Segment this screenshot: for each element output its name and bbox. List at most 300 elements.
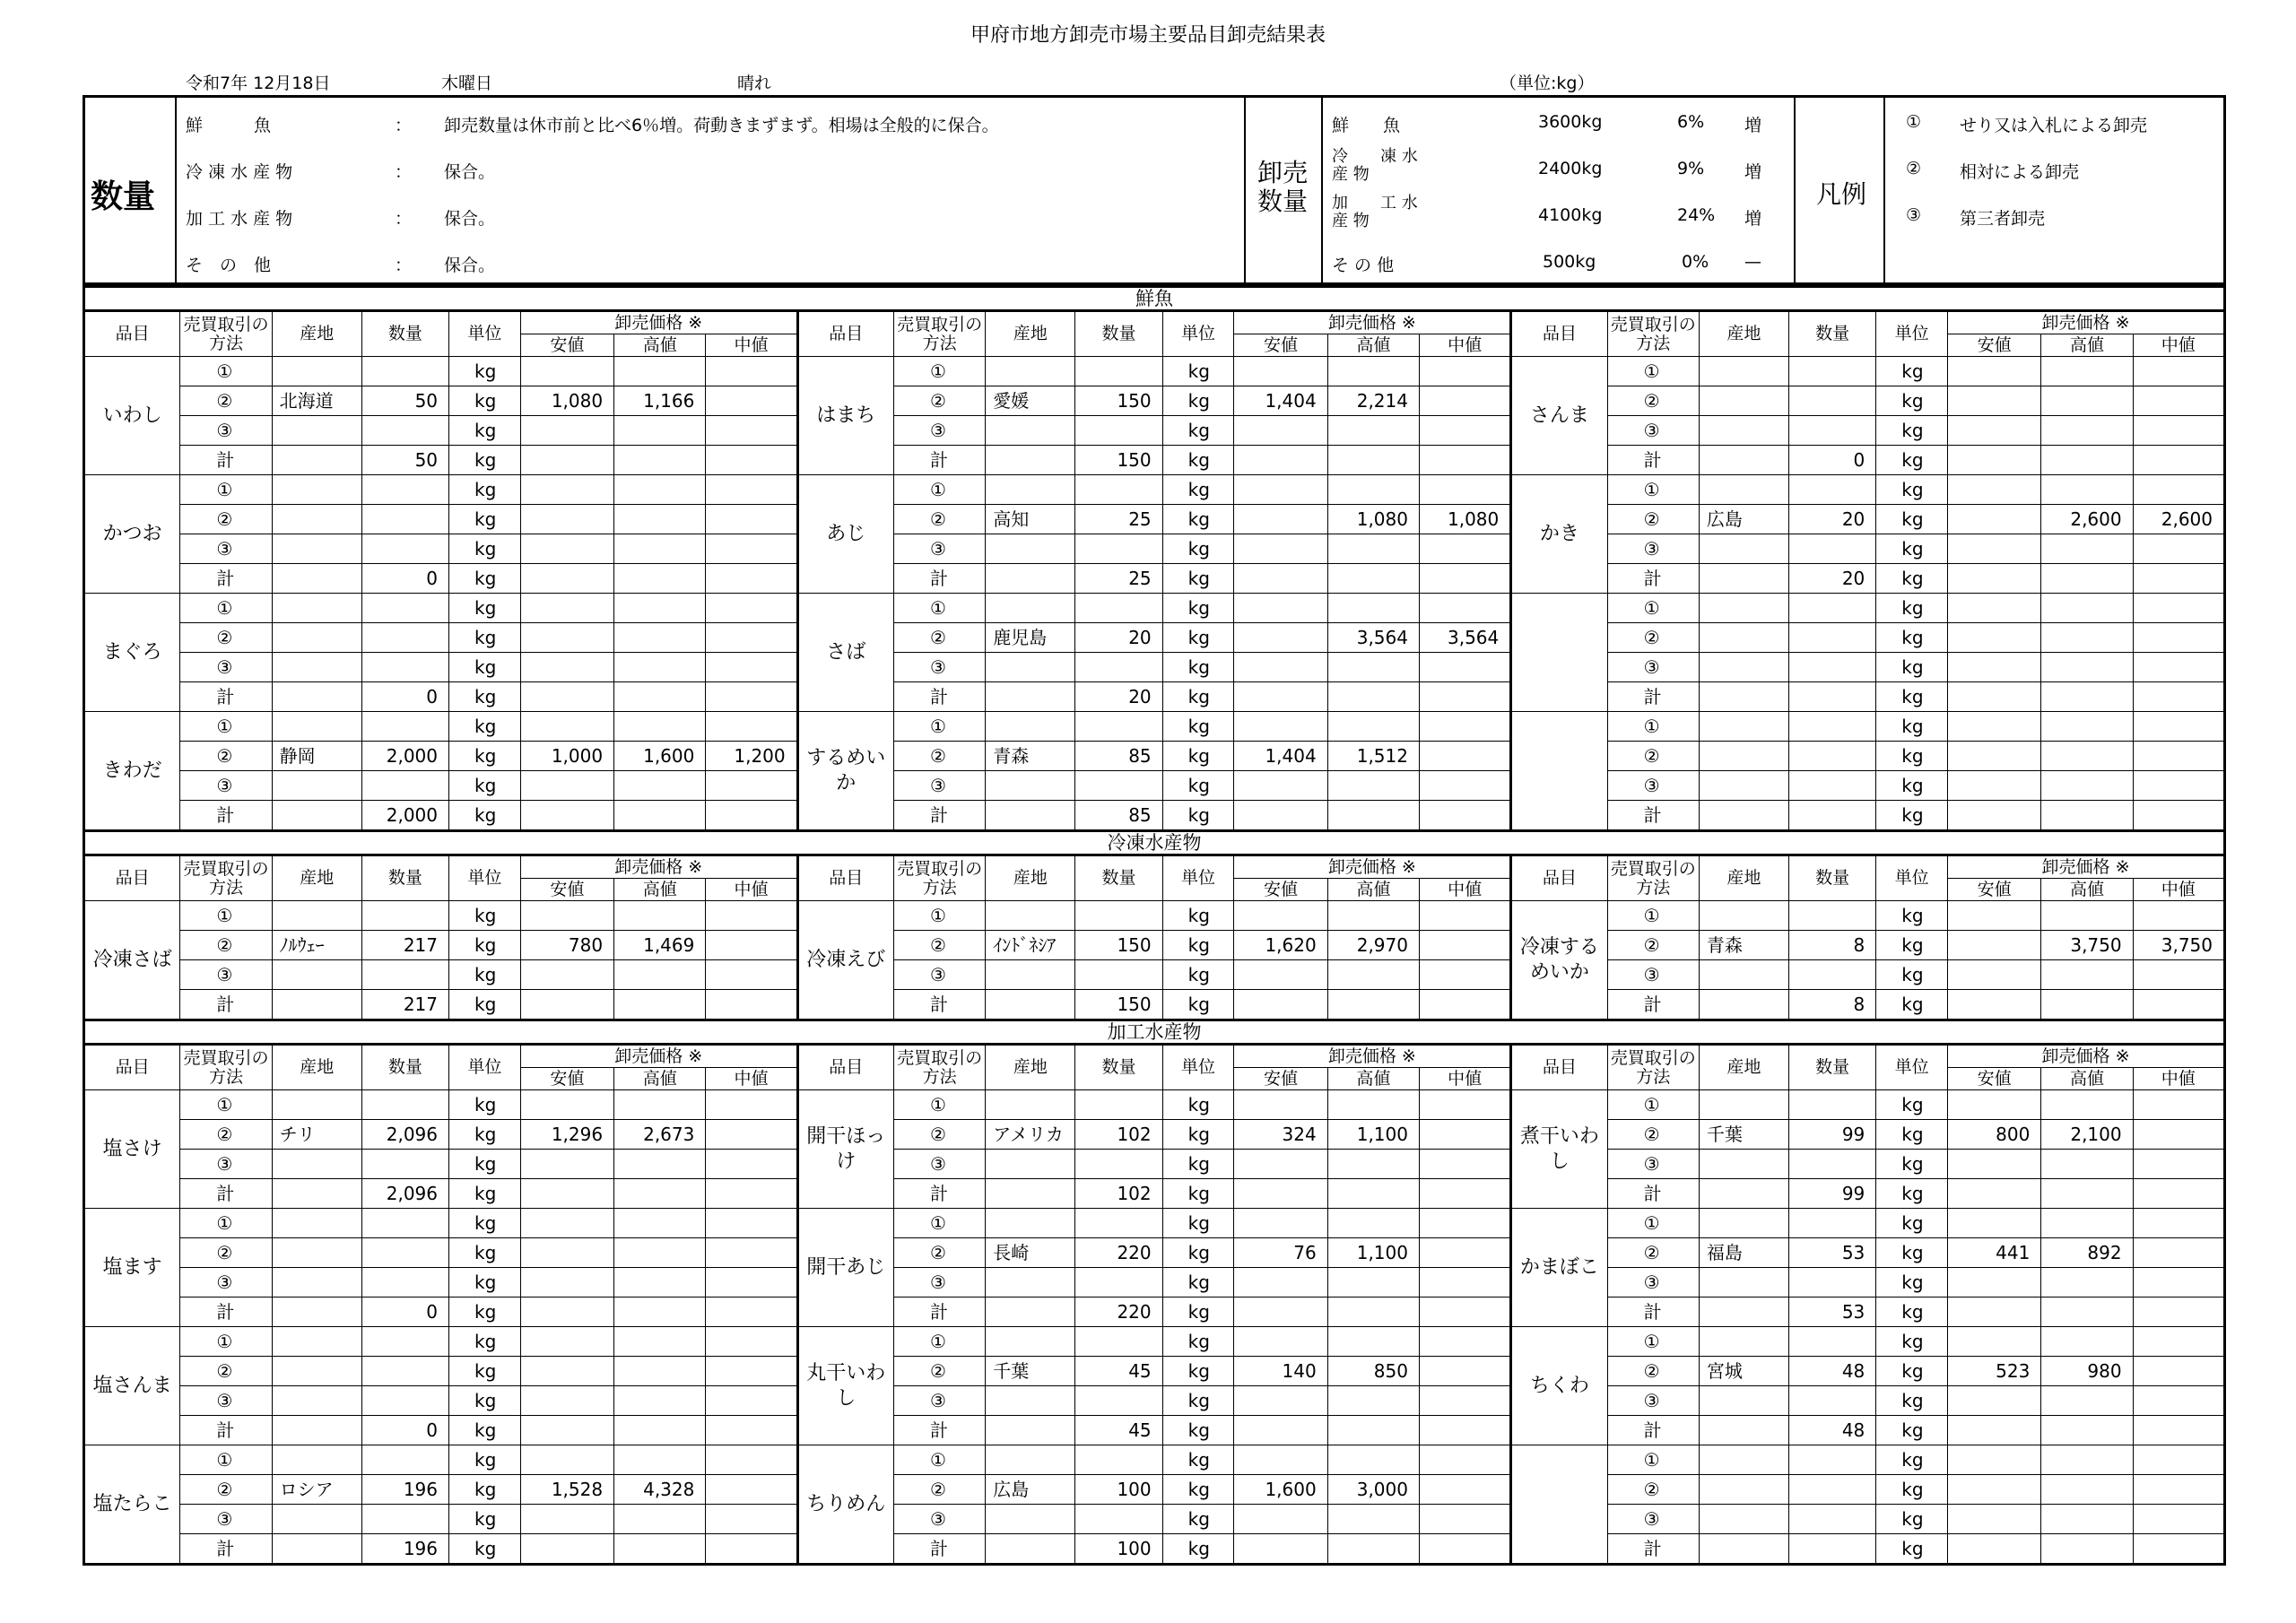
price-mid-cell (1419, 1268, 1510, 1298)
item-name: さば (797, 594, 893, 712)
price-low-cell (1948, 475, 2041, 505)
price-mid-cell (706, 505, 797, 534)
qty-cell (1789, 742, 1876, 771)
qty-cell: 0 (1789, 446, 1876, 475)
origin-cell (1699, 682, 1788, 712)
trade-method: 計 (894, 564, 986, 594)
price-low-cell: 1,404 (1234, 386, 1327, 416)
unit-cell: kg (1876, 1327, 1948, 1357)
column-header-price: 卸売価格 ※ (520, 855, 797, 879)
origin-cell (1699, 1386, 1788, 1416)
price-low-cell (520, 960, 613, 990)
table-row (84, 1505, 2225, 1534)
unit-cell: kg (1876, 1475, 1948, 1505)
item-name: 丸干いわし (797, 1327, 893, 1445)
qty-cell (1075, 475, 1162, 505)
column-header-high: 高値 (614, 1068, 706, 1090)
trade-method: ③ (894, 1386, 986, 1416)
price-mid-cell: 3,564 (1419, 623, 1510, 653)
price-high-cell (2041, 357, 2133, 386)
price-low-cell (1234, 534, 1327, 564)
summary-category: そ の 他 (186, 256, 272, 275)
column-header-mid: 中値 (1419, 879, 1510, 901)
qty-cell (1789, 357, 1876, 386)
summary-category: 冷 凍 水 産 物 (186, 162, 293, 182)
price-high-cell (2041, 1090, 2133, 1120)
qty-cell (361, 1209, 448, 1238)
price-low-cell (1948, 771, 2041, 801)
price-high-cell (1327, 990, 1419, 1020)
origin-cell (986, 1298, 1075, 1327)
price-high-cell (614, 534, 706, 564)
price-mid-cell (706, 682, 797, 712)
price-low-cell: 324 (1234, 1120, 1327, 1150)
unit-cell: kg (1162, 416, 1234, 446)
price-low-cell (520, 990, 613, 1020)
summary-comment: 保合。 (444, 209, 496, 229)
unit-cell: kg (449, 653, 521, 682)
legend-label: 凡例 (1816, 179, 1867, 209)
price-mid-cell (2133, 1445, 2224, 1475)
column-header-low: 安値 (520, 879, 613, 901)
price-high-cell (2041, 1150, 2133, 1179)
unit-cell: kg (1162, 446, 1234, 475)
column-header-low: 安値 (1234, 1068, 1327, 1090)
origin-cell: 千葉 (986, 1357, 1075, 1386)
unit-cell: kg (449, 1298, 521, 1327)
price-low-cell (520, 446, 613, 475)
price-mid-cell (706, 1505, 797, 1534)
origin-cell (272, 771, 361, 801)
price-mid-cell (2133, 1090, 2224, 1120)
price-low-cell (1234, 1090, 1327, 1120)
price-low-cell (520, 1179, 613, 1209)
price-mid-cell (2133, 1238, 2224, 1268)
trade-method: ② (894, 386, 986, 416)
price-low-cell (520, 653, 613, 682)
trade-method: ③ (1607, 1150, 1699, 1179)
trade-method: ② (180, 931, 272, 960)
unit-cell: kg (1162, 682, 1234, 712)
trade-method: ② (180, 623, 272, 653)
price-low-cell (520, 712, 613, 742)
price-high-cell (2041, 990, 2133, 1020)
price-mid-cell (2133, 1209, 2224, 1238)
trade-method: ① (180, 1209, 272, 1238)
unit-cell: kg (1162, 931, 1234, 960)
price-low-cell (1948, 1150, 2041, 1179)
column-header-high: 高値 (614, 879, 706, 901)
unit-cell: kg (1876, 960, 1948, 990)
price-mid-cell (706, 712, 797, 742)
origin-cell (1699, 960, 1788, 990)
trade-method: ① (180, 594, 272, 623)
price-low-cell (1234, 1505, 1327, 1534)
column-header-mid: 中値 (2133, 334, 2224, 357)
qty-cell (361, 416, 448, 446)
qty-cell: 2,000 (361, 801, 448, 831)
qty-cell (1075, 534, 1162, 564)
price-low-cell: 800 (1948, 1120, 2041, 1150)
column-header-qty: 数量 (1789, 855, 1876, 901)
origin-cell (986, 446, 1075, 475)
table-row (84, 1238, 2225, 1268)
price-low-cell (1948, 801, 2041, 831)
origin-cell (986, 990, 1075, 1020)
unit-cell: kg (1162, 1505, 1234, 1534)
price-mid-cell (1419, 1386, 1510, 1416)
unit-cell: kg (1876, 1090, 1948, 1120)
summary-label: 数量 (91, 178, 156, 215)
price-high-cell (1327, 1327, 1419, 1357)
price-low-cell (520, 505, 613, 534)
price-mid-cell: 3,750 (2133, 931, 2224, 960)
unit-cell: kg (1876, 1120, 1948, 1150)
price-high-cell (1327, 960, 1419, 990)
price-low-cell (520, 1150, 613, 1179)
origin-cell (986, 1150, 1075, 1179)
unit-cell: kg (1876, 1505, 1948, 1534)
qty-cell (361, 960, 448, 990)
price-mid-cell (706, 1209, 797, 1238)
trade-method: ① (1607, 901, 1699, 931)
unit-cell: kg (1162, 475, 1234, 505)
price-low-cell (1948, 416, 2041, 446)
price-low-cell (1234, 1445, 1327, 1475)
origin-cell (272, 682, 361, 712)
column-header-price: 卸売価格 ※ (1234, 1045, 1511, 1068)
price-high-cell: 2,100 (2041, 1120, 2133, 1150)
price-mid-cell (706, 1445, 797, 1475)
price-mid-cell (1419, 960, 1510, 990)
price-high-cell (614, 1505, 706, 1534)
origin-cell (272, 534, 361, 564)
column-header-item: 品目 (84, 311, 180, 357)
qty-cell: 53 (1789, 1298, 1876, 1327)
item-name: 塩ます (84, 1209, 180, 1327)
price-low-cell: 1,080 (520, 386, 613, 416)
price-high-cell (614, 1268, 706, 1298)
trade-method: ① (894, 901, 986, 931)
price-mid-cell (706, 1268, 797, 1298)
price-mid-cell (2133, 1298, 2224, 1327)
trade-method: ② (1607, 931, 1699, 960)
price-mid-cell (2133, 475, 2224, 505)
price-low-cell (1948, 534, 2041, 564)
summary-box: 数量 鮮 魚 ： 卸売数量は休市前と比べ6％増。荷動きまずまず。相場は全般的に保合。 冷 凍 水 産 物 ： 保合。 加 工 水 産 物 ： 保合。 そ の 他 ： 保合。 卸売数量 鮮 魚 3600kg 6% 増 冷 凍 水 産 物 2400kg 9% 増 加 工 水 産 物 4100kg 24% 増 そ の 他 500kg 0% — 凡例 ① せり又は入札による卸売 ② 相対による卸売 ③ 第三者卸売 (83, 95, 2226, 285)
price-high-cell (2041, 534, 2133, 564)
price-mid-cell: 2,600 (2133, 505, 2224, 534)
unit-cell: kg (1876, 446, 1948, 475)
price-high-cell (2041, 712, 2133, 742)
qty-cell (1075, 901, 1162, 931)
price-high-cell (1327, 564, 1419, 594)
price-high-cell (2041, 1505, 2133, 1534)
origin-cell (272, 623, 361, 653)
price-high-cell (1327, 1150, 1419, 1179)
table-row (84, 1298, 2225, 1327)
origin-cell (272, 1179, 361, 1209)
table-row (84, 742, 2225, 771)
trade-method: ② (1607, 386, 1699, 416)
origin-cell (272, 1534, 361, 1565)
unit-cell: kg (1162, 771, 1234, 801)
table-row (84, 1150, 2225, 1179)
origin-cell (986, 475, 1075, 505)
price-high-cell (614, 475, 706, 505)
volume-pct: 9% (1677, 159, 1705, 178)
volume-trend: 増 (1744, 209, 1762, 229)
qty-cell (361, 1357, 448, 1386)
unit-cell: kg (449, 594, 521, 623)
price-high-cell (2041, 1416, 2133, 1445)
trade-method: ① (894, 1209, 986, 1238)
column-header-item: 品目 (797, 855, 893, 901)
price-low-cell: 1,296 (520, 1120, 613, 1150)
price-mid-cell (2133, 594, 2224, 623)
column-header-low: 安値 (1948, 879, 2041, 901)
column-header-high: 高値 (614, 334, 706, 357)
column-header-method: 売買取引の方法 (1607, 311, 1699, 357)
unit-cell: kg (1876, 1445, 1948, 1475)
trade-method: 計 (1607, 564, 1699, 594)
price-mid-cell (1419, 386, 1510, 416)
trade-method: ① (180, 1090, 272, 1120)
column-header-low: 安値 (1234, 879, 1327, 901)
qty-cell: 48 (1789, 1416, 1876, 1445)
price-low-cell (520, 1209, 613, 1238)
price-high-cell (2041, 446, 2133, 475)
column-header-high: 高値 (2041, 334, 2133, 357)
trade-method: ③ (180, 960, 272, 990)
results-table (83, 285, 2226, 1566)
qty-cell: 48 (1789, 1357, 1876, 1386)
price-mid-cell (1419, 357, 1510, 386)
price-low-cell (1948, 742, 2041, 771)
origin-cell (1699, 801, 1788, 831)
trade-method: ② (894, 931, 986, 960)
origin-cell (272, 901, 361, 931)
qty-cell: 2,000 (361, 742, 448, 771)
column-header-high: 高値 (1327, 334, 1419, 357)
price-mid-cell (1419, 712, 1510, 742)
price-high-cell (2041, 623, 2133, 653)
item-name: かつお (84, 475, 180, 594)
item-name: 塩さんま (84, 1327, 180, 1445)
qty-cell (1789, 1534, 1876, 1565)
origin-cell (1699, 771, 1788, 801)
unit-cell: kg (1162, 1209, 1234, 1238)
price-low-cell (520, 1416, 613, 1445)
trade-method: ① (894, 1090, 986, 1120)
trade-method: ① (180, 1327, 272, 1357)
price-mid-cell (2133, 1327, 2224, 1357)
price-high-cell (2041, 801, 2133, 831)
unit-cell: kg (1162, 1238, 1234, 1268)
qty-cell (1789, 682, 1876, 712)
price-mid-cell (1419, 653, 1510, 682)
unit-cell: kg (1876, 1268, 1948, 1298)
origin-cell (986, 1534, 1075, 1565)
unit-cell: kg (1876, 564, 1948, 594)
unit-cell: kg (1876, 931, 1948, 960)
trade-method: ③ (1607, 771, 1699, 801)
price-high-cell (1327, 534, 1419, 564)
price-low-cell (520, 623, 613, 653)
price-high-cell (2041, 682, 2133, 712)
price-high-cell (614, 594, 706, 623)
price-mid-cell (706, 1386, 797, 1416)
price-high-cell (2041, 416, 2133, 446)
unit-cell: kg (1876, 1298, 1948, 1327)
trade-method: ① (894, 712, 986, 742)
price-high-cell (1327, 653, 1419, 682)
qty-cell: 20 (1789, 564, 1876, 594)
trade-method: ① (180, 1445, 272, 1475)
trade-method: ③ (1607, 1386, 1699, 1416)
legend-text: 相対による卸売 (1960, 162, 2080, 182)
price-high-cell (614, 1298, 706, 1327)
price-low-cell (1234, 1298, 1327, 1327)
trade-method: 計 (894, 1534, 986, 1565)
origin-cell (986, 416, 1075, 446)
column-header-unit: 単位 (1876, 1045, 1948, 1090)
price-mid-cell (1419, 1357, 1510, 1386)
item-name: 塩たらこ (84, 1445, 180, 1565)
trade-method: ① (1607, 712, 1699, 742)
column-header-origin: 産地 (986, 855, 1075, 901)
column-header-low: 安値 (1234, 334, 1327, 357)
column-header-origin: 産地 (1699, 311, 1788, 357)
origin-cell (272, 1357, 361, 1386)
column-header-unit: 単位 (449, 855, 521, 901)
column-header-price: 卸売価格 ※ (1234, 311, 1511, 334)
price-low-cell (1234, 990, 1327, 1020)
volume-category: 加 工 水 産 物 (1332, 194, 1418, 230)
trade-method: ③ (1607, 1268, 1699, 1298)
trade-method: ③ (1607, 1505, 1699, 1534)
origin-cell: 高知 (986, 505, 1075, 534)
qty-cell (1789, 771, 1876, 801)
price-low-cell (520, 1238, 613, 1268)
price-low-cell (1948, 1298, 2041, 1327)
qty-cell (1789, 653, 1876, 682)
unit-cell: kg (449, 771, 521, 801)
origin-cell: ｲﾝﾄﾞﾈｼｱ (986, 931, 1075, 960)
price-mid-cell (706, 564, 797, 594)
trade-method: ② (180, 1357, 272, 1386)
qty-cell: 102 (1075, 1179, 1162, 1209)
price-low-cell (1234, 1416, 1327, 1445)
price-mid-cell (2133, 653, 2224, 682)
qty-cell: 217 (361, 931, 448, 960)
trade-method: 計 (180, 1179, 272, 1209)
price-mid-cell (706, 960, 797, 990)
column-header-method: 売買取引の方法 (894, 311, 986, 357)
column-header-unit: 単位 (1162, 311, 1234, 357)
origin-cell (272, 594, 361, 623)
price-high-cell (614, 416, 706, 446)
summary-category: 鮮 魚 (186, 116, 272, 135)
unit-cell: kg (1162, 901, 1234, 931)
trade-method: ③ (1607, 960, 1699, 990)
column-header-mid: 中値 (706, 1068, 797, 1090)
price-low-cell: 76 (1234, 1238, 1327, 1268)
qty-cell: 196 (361, 1475, 448, 1505)
volume-pct: 6% (1677, 112, 1705, 132)
price-mid-cell (706, 1150, 797, 1179)
column-header-unit: 単位 (1162, 855, 1234, 901)
unit-cell: kg (1162, 594, 1234, 623)
summary-comment: 卸売数量は休市前と比べ6％増。荷動きまずまず。相場は全般的に保合。 (444, 116, 999, 135)
trade-method: ① (180, 357, 272, 386)
item-name: ちりめん (797, 1445, 893, 1565)
column-header-mid: 中値 (706, 334, 797, 357)
origin-cell: 愛媛 (986, 386, 1075, 416)
trade-method: 計 (180, 1534, 272, 1565)
trade-method: ③ (1607, 653, 1699, 682)
qty-cell (1075, 1209, 1162, 1238)
price-mid-cell (1419, 1445, 1510, 1475)
price-high-cell (1327, 801, 1419, 831)
unit-cell: kg (1876, 653, 1948, 682)
column-header-price: 卸売価格 ※ (1948, 1045, 2225, 1068)
table-row (84, 901, 2225, 931)
volume-amount: 500kg (1543, 252, 1596, 272)
price-high-cell (2041, 1268, 2133, 1298)
price-low-cell (1234, 801, 1327, 831)
trade-method: ② (894, 505, 986, 534)
table-row (84, 1416, 2225, 1445)
unit-cell: kg (1162, 1416, 1234, 1445)
price-high-cell (2041, 1445, 2133, 1475)
price-high-cell (2041, 960, 2133, 990)
origin-cell: アメリカ (986, 1120, 1075, 1150)
unit-cell: kg (449, 712, 521, 742)
origin-cell (986, 682, 1075, 712)
origin-cell (272, 1298, 361, 1327)
unit-cell: kg (1162, 564, 1234, 594)
table-row (84, 1268, 2225, 1298)
column-header-price: 卸売価格 ※ (1234, 855, 1511, 879)
price-low-cell (1234, 682, 1327, 712)
origin-cell (272, 1209, 361, 1238)
qty-cell (361, 534, 448, 564)
price-high-cell: 1,512 (1327, 742, 1419, 771)
price-low-cell (520, 1327, 613, 1357)
price-low-cell (1948, 1090, 2041, 1120)
unit-cell: kg (1162, 742, 1234, 771)
qty-cell (361, 653, 448, 682)
unit-cell: kg (1876, 901, 1948, 931)
unit-cell: kg (449, 742, 521, 771)
price-mid-cell (1419, 990, 1510, 1020)
column-header-qty: 数量 (361, 855, 448, 901)
unit-cell: kg (1876, 357, 1948, 386)
origin-cell (1699, 1327, 1788, 1357)
qty-cell: 102 (1075, 1120, 1162, 1150)
price-high-cell (1327, 712, 1419, 742)
trade-method: ② (180, 1120, 272, 1150)
price-high-cell: 2,214 (1327, 386, 1419, 416)
price-low-cell (1234, 416, 1327, 446)
trade-method: ① (894, 1445, 986, 1475)
qty-cell (1075, 960, 1162, 990)
trade-method: 計 (1607, 1416, 1699, 1445)
price-low-cell (1948, 1386, 2041, 1416)
price-high-cell (2041, 1298, 2133, 1327)
price-high-cell: 1,080 (1327, 505, 1419, 534)
